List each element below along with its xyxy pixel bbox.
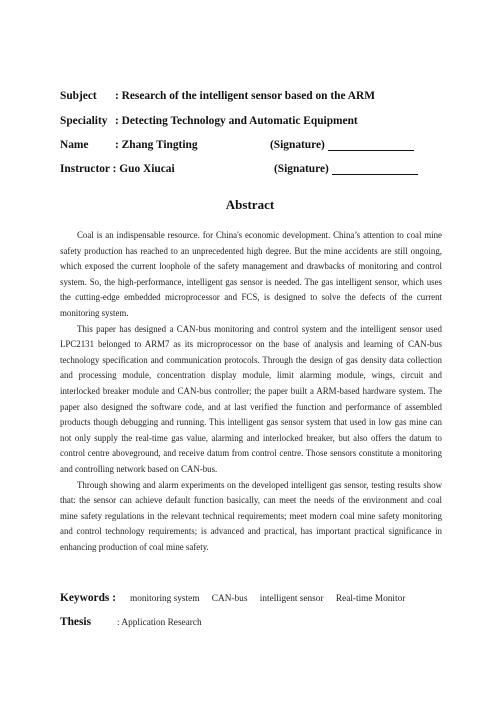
speciality-value: : Detecting Technology and Automatic Equipment	[115, 115, 358, 127]
name-value: : Zhang Tingting	[115, 139, 198, 151]
name-signature-label: (Signature)	[270, 139, 325, 151]
thesis-value: : Application Research	[117, 618, 202, 628]
instructor-signature-line	[332, 174, 418, 175]
abstract-paragraph-2: This paper has designed a CAN-bus monitoring and control system and the intelligent sensor used LPC2131 belonged to ARM7 as its microprocessor on the base of analysis and learning of CAN-bus technology specification and communication protocols. Through the design of gas density data collection and processing module, concentration display module, limit alarming module, wings, circuit and interlocked breaker module and CAN-bus controller; the paper built a ARM-based hardware system. The paper also designed the software code, and at last verified the function and performance of assembled products though debugging and running. This intelligent gas sensor system that used in low gas mine can not only supply the real-time gas value, alarming and interlocked breaker, but also offers the datum to control centre aboveground, and receive datum from control centre. Those sensors constitute a monitoring and controlling network based on CAN-bus.	[60, 323, 442, 474]
instructor-label: Instructor : Guo Xiucai	[60, 163, 175, 175]
abstract-title: Abstract	[225, 197, 275, 212]
subject-label: Subject	[60, 90, 97, 102]
thesis-label: Thesis	[60, 616, 92, 628]
keyword-item: monitoring system	[130, 594, 200, 604]
keywords-label: Keywords :	[60, 592, 116, 604]
speciality-label: Speciality	[60, 115, 108, 127]
abstract-paragraph-3: Through showing and alarm experiments on the developed intelligent gas sensor, testing results show that: the sensor can achieve default function basically, can meet the needs of the environment and coal mine safety regulations in the relevant technical requirements; meet modern coal mine safety monitoring and control technology requirements; is advanced and practical, has important practical significance in enhancing production of coal mine safety.	[60, 479, 442, 552]
keyword-item: Real-time Monitor	[335, 594, 406, 604]
abstract-body	[60, 228, 442, 555]
subject-value: : Research of the intelligent sensor based on the ARM	[115, 90, 375, 102]
keyword-item: intelligent sensor	[259, 594, 324, 604]
keyword-item: CAN-bus	[211, 594, 248, 604]
name-label: Name	[60, 139, 89, 151]
instructor-signature-label: (Signature)	[274, 163, 329, 175]
name-signature-line	[328, 150, 414, 151]
abstract-paragraph-1: Coal is an indispensable resource. for China's economic development. China’s attention to coal mine safety production has reached to an unprecedented high degree. But the mine accidents are still ongoing, which exposed the current loophole of the safety management and drawbacks of monitoring and control system. So, the high-performance, intelligent gas sensor is needed. The gas intelligent sensor, which uses the cutting-edge embedded microprocessor and FCS, is designed to solve the defects of the current monitoring system.	[60, 230, 442, 318]
keywords-list	[130, 593, 415, 605]
